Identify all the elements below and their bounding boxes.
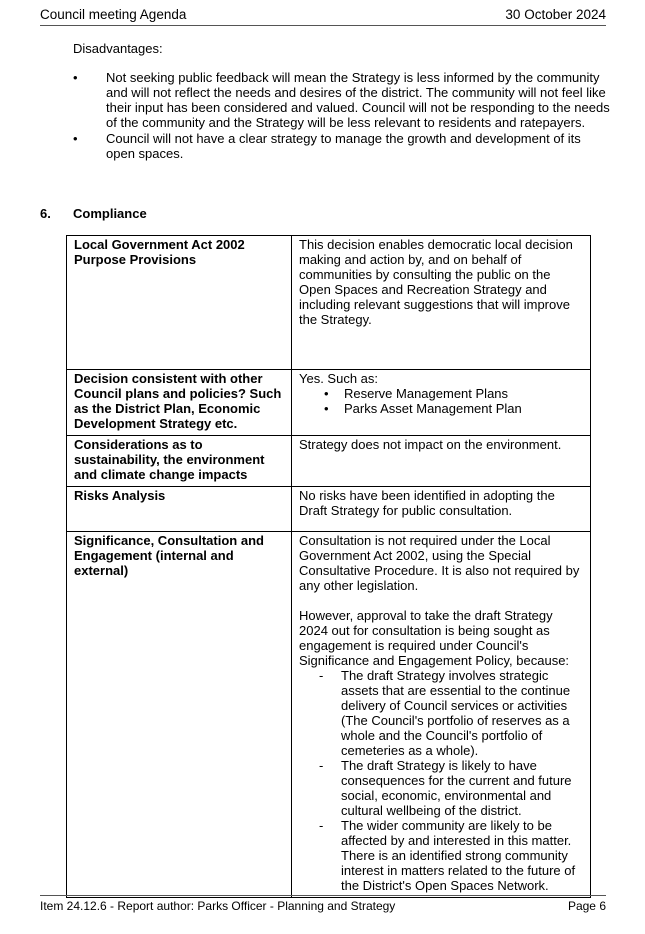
bullet-icon: •	[73, 131, 78, 146]
table-key: Local Government Act 2002 Purpose Provisions	[67, 236, 292, 370]
footer-item: Item 24.12.6 - Report author: Parks Officer - Planning and Strategy	[40, 899, 396, 913]
dash-icon: -	[319, 758, 324, 773]
reason-text: The wider community are likely to be affected by and interested in this matter. There is an identified strong community interest in matters related to the future of the District's Open Spaces Network.	[341, 818, 576, 893]
table-row	[67, 236, 591, 370]
table-row	[67, 436, 591, 487]
list-item	[299, 818, 584, 893]
page-number: Page 6	[567, 899, 606, 913]
list-item	[299, 401, 584, 416]
table-value: Strategy does not impact on the environment.	[292, 436, 591, 487]
value-paragraph: However, approval to take the draft Strategy 2024 out for consultation is being sought as engagement is required under Council's Significance and Engagement Policy, because:	[299, 608, 570, 668]
plan-text: Parks Asset Management Plan	[344, 401, 522, 416]
value-text: Yes. Such as:	[299, 371, 379, 386]
dash-icon: -	[319, 668, 324, 683]
section-title: Compliance	[73, 206, 147, 221]
page-footer	[40, 895, 606, 913]
dash-icon: -	[319, 818, 324, 833]
bullet-icon: •	[73, 70, 78, 85]
table-row	[67, 370, 591, 436]
disadvantage-text: Not seeking public feedback will mean the Strategy is less informed by the community and will not reflect the needs and desires of the district. The community will not feel like their input has been considered and valued. Council will not be responding to the needs of the community and the Strategy will be less relevant to residents and ratepayers.	[106, 70, 610, 130]
list-item	[299, 758, 584, 818]
list-item	[299, 668, 584, 758]
disadvantage-text: Council will not have a clear strategy to manage the growth and development of its open spaces.	[106, 131, 581, 161]
compliance-table	[66, 235, 591, 898]
table-row	[67, 532, 591, 898]
bullet-icon: •	[324, 386, 329, 401]
section-number: 6.	[40, 206, 51, 221]
page-header	[40, 5, 606, 26]
header-date: 30 October 2024	[505, 7, 606, 22]
list-item	[299, 386, 584, 401]
reasons-list	[299, 668, 584, 893]
reason-text: The draft Strategy is likely to have consequences for the current and future social, economic, environmental and cultural wellbeing of the district.	[341, 758, 572, 818]
table-value: This decision enables democratic local decision making and action by, and on behalf of communities by consulting the public on the Open Spaces and Recreation Strategy and including relevant suggestions that will improve the Strategy.	[292, 236, 591, 370]
bullet-icon: •	[324, 401, 329, 416]
value-paragraph: Consultation is not required under the Local Government Act 2002, using the Special Consultative Procedure. It is also not required by any other legislation.	[299, 533, 580, 593]
reason-text: The draft Strategy involves strategic assets that are essential to the continue delivery of Council services or activities (The Council's portfolio of reserves as a whole and the Council's portfolio of cemeteries as a whole).	[341, 668, 571, 758]
plan-text: Reserve Management Plans	[344, 386, 509, 401]
table-key: Significance, Consultation and Engagement (internal and external)	[67, 532, 292, 898]
table-value	[292, 370, 591, 436]
disadvantages-heading: Disadvantages:	[73, 41, 163, 56]
plans-list	[299, 386, 584, 416]
table-value: No risks have been identified in adopting the Draft Strategy for public consultation.	[292, 487, 591, 532]
list-item	[73, 70, 613, 130]
table-key: Decision consistent with other Council plans and policies? Such as the District Plan, Economic Development Strategy etc.	[67, 370, 292, 436]
table-row	[67, 487, 591, 532]
list-item	[73, 131, 613, 161]
disadvantages-list	[73, 70, 613, 161]
table-value	[292, 532, 591, 898]
table-key: Considerations as to sustainability, the environment and climate change impacts	[67, 436, 292, 487]
table-key: Risks Analysis	[67, 487, 292, 532]
header-title: Council meeting Agenda	[40, 7, 187, 22]
